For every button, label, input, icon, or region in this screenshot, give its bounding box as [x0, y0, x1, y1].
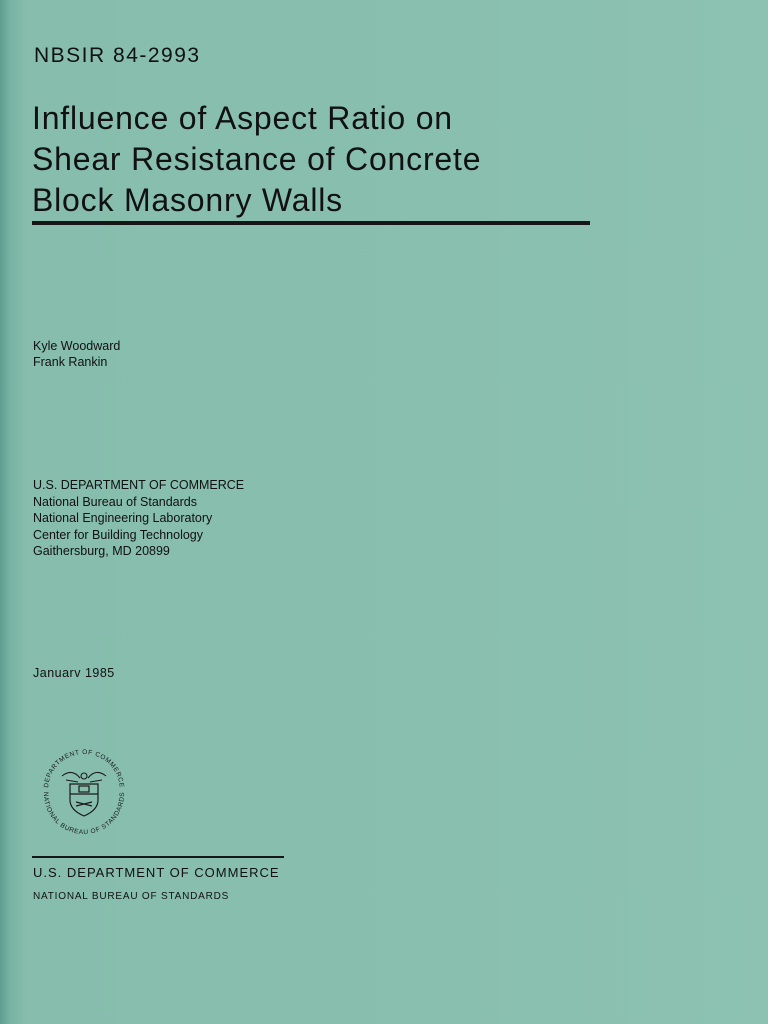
institution-address [33, 477, 244, 560]
address-line: U.S. DEPARTMENT OF COMMERCE [33, 478, 245, 492]
title-line: Influence of Aspect Ratio on [32, 100, 453, 136]
address-line: National Engineering Laboratory [33, 511, 213, 525]
eagle-icon [62, 772, 106, 782]
footer-divider [32, 856, 284, 858]
report-title [32, 98, 632, 221]
shield-icon [70, 784, 98, 816]
footer-bureau: NATIONAL BUREAU OF STANDARDS [33, 891, 230, 902]
publication-date: Januarv 1985 [33, 666, 115, 680]
department-of-commerce-seal [32, 738, 136, 842]
seal-text-bottom: NATIONAL BUREAU OF STANDARDS [41, 791, 127, 837]
title-divider [32, 221, 590, 225]
address-line: National Bureau of Standards [33, 494, 197, 509]
author-name: Kyle Woodward [33, 339, 121, 353]
author-list [33, 338, 120, 370]
footer-department: U.S. DEPARTMENT OF COMMERCE [33, 865, 280, 880]
author-name: Frank Rankin [33, 355, 108, 369]
title-line: Block Masonry Walls [32, 182, 343, 218]
address-line: Center for Building Technology [33, 527, 204, 542]
title-line: Shear Resistance of Concrete [32, 141, 482, 177]
svg-text:NATIONAL BUREAU OF STANDARDS [42, 792, 126, 836]
report-number: NBSIR 84-2993 [34, 44, 201, 67]
svg-text:DEPARTMENT OF COMMERCE [43, 749, 125, 788]
address-line: Gaithersburg, MD 20899 [33, 544, 170, 558]
seal-text-top: DEPARTMENT OF COMMERCE [43, 748, 125, 789]
